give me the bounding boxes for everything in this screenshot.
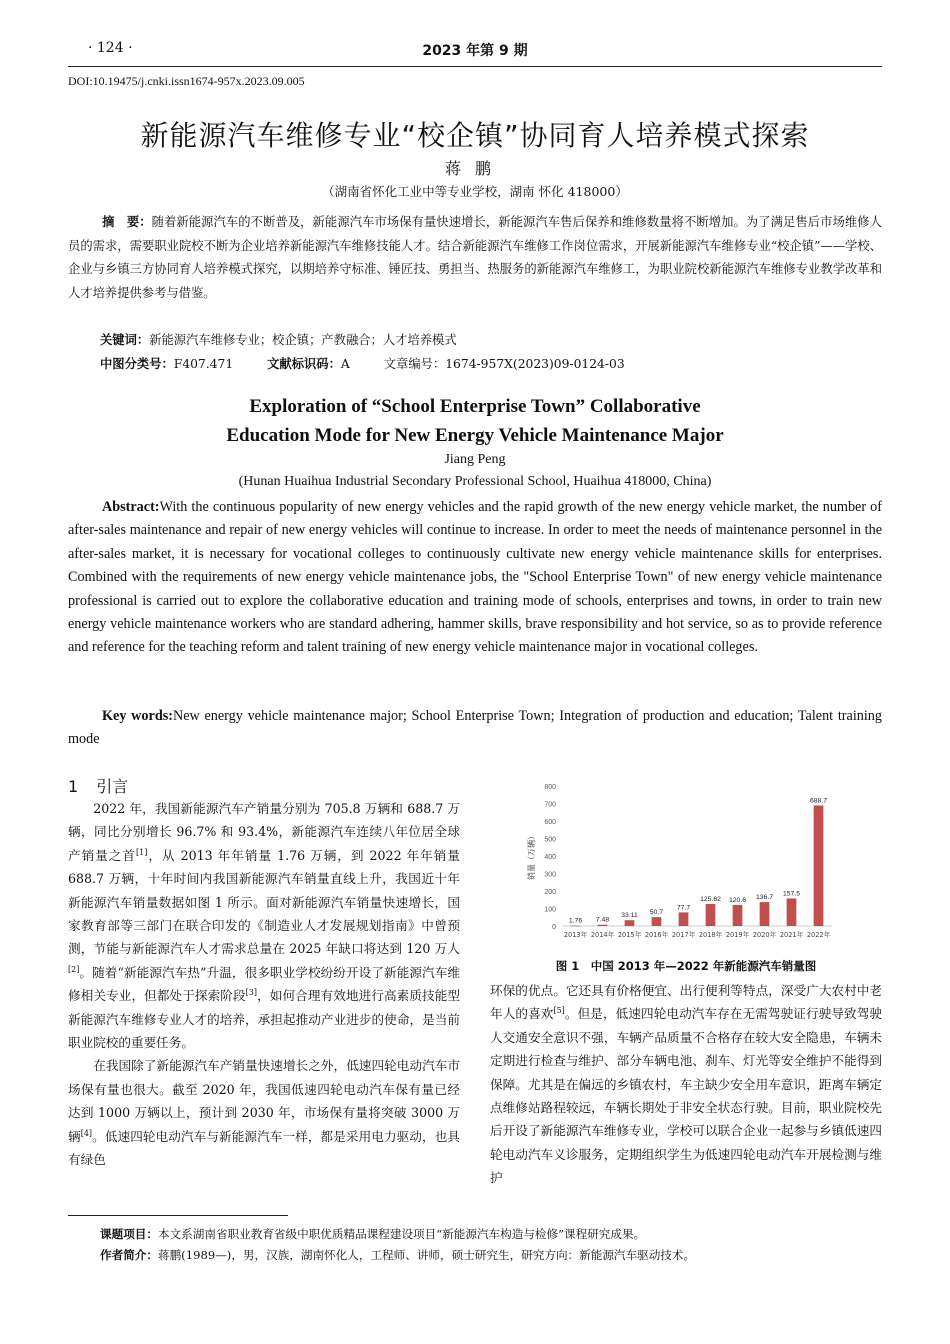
data-label: 50.7 (649, 909, 664, 917)
bar (598, 925, 608, 926)
citation: [5] (553, 1006, 565, 1016)
x-tick-label: 2014年 (590, 931, 615, 939)
article-label: 文章编号： (383, 357, 446, 371)
clc-label: 中图分类号： (100, 357, 174, 371)
en-affiliation: (Hunan Huaihua Industrial Secondary Professional School, Huaihua 418000, China) (238, 474, 712, 489)
data-label: 157.5 (782, 890, 801, 898)
project-label: 课题项目： (100, 1227, 158, 1241)
text-run: 环保的优点。它还具有价格便宜、出行便利等特点，深受广大农村中老年人的喜欢 (490, 983, 882, 1022)
bar (652, 917, 662, 926)
citation: [3] (245, 988, 257, 998)
author-info-text: 蒋鹏(1989—)，男，汉族，湖南怀化人，工程师、讲师，硕士研究生，研究方向：新能源汽车驱动技术。 (157, 1248, 696, 1262)
author: 蒋鹏 (444, 159, 505, 178)
data-label: 7.48 (595, 916, 610, 924)
text-run: 。低速四轮电动汽车与新能源汽车一样，都是采用电力驱动，也具有绿色 (68, 1128, 461, 1168)
y-tick-label: 400 (544, 854, 556, 861)
x-tick-label: 2015年 (617, 931, 642, 939)
citation: [4] (80, 1128, 93, 1138)
footnote-rule (68, 1215, 288, 1216)
right-column (490, 979, 882, 1190)
paragraph (68, 1054, 460, 1171)
y-tick-label: 300 (544, 871, 556, 879)
text-run: 在我国除了新能源汽车产销量快速增长之外，低速四轮电动汽车市场保有量也很大。截至 2020 年，我国低速四轮电动汽车保有量已经达到 1000 万辆以上，预计到 2030 年，市场保有量将突破 3000 万辆 (68, 1058, 460, 1144)
cn-abstract (68, 211, 882, 305)
bar (733, 905, 743, 926)
citation: [1] (136, 847, 148, 857)
paper-title: 新能源汽车维修专业“校企镇”协同育人培养模式探索 (140, 119, 810, 152)
footnote-project (100, 1226, 882, 1242)
clc-value: F407.471 (173, 357, 234, 371)
data-label: 33.11 (621, 912, 638, 920)
left-column (68, 797, 460, 1172)
cn-keywords-label: 关键词： (100, 333, 150, 347)
cn-keywords-text: 新能源汽车维修专业；校企镇；产教融合；人才培养模式 (149, 333, 457, 347)
en-abstract (68, 496, 882, 660)
data-label: 77.7 (676, 904, 691, 912)
x-tick-label: 2013年 (563, 931, 588, 939)
y-tick-label: 800 (544, 784, 556, 791)
doc-label: 文献标识码： (267, 357, 341, 371)
en-keywords-label: Key words: (102, 708, 173, 724)
y-tick-label: 600 (544, 819, 556, 826)
author-info-label: 作者简介： (100, 1248, 158, 1262)
y-tick-label: 700 (544, 801, 556, 809)
y-tick-label: 500 (544, 836, 556, 844)
data-label: 136.7 (755, 894, 774, 902)
en-author: Jiang Peng (444, 452, 506, 467)
doi: DOI:10.19475/j.cnki.issn1674-957x.2023.09.005 (68, 74, 305, 88)
x-tick-label: 2021年 (779, 931, 804, 939)
text-run: ，从 2013 年年销量 1.76 万辆，到 2022 年年销量 688.7 万辆，十年时间内我国新能源汽车销量直线上升，我国近十年新能源汽车销量数据如图 1 所示。面对新能源汽车销量快速增长，国家教育部等三部门在联合印发的《制造业人才发展规划指南》中曾预测，节能与新能源汽车人才需求总量在 2025 年缺口将达到 120 万人 (68, 847, 460, 957)
header-rule (68, 66, 882, 67)
x-tick-label: 2016年 (644, 931, 669, 939)
cn-abstract-label: 摘 要： (102, 215, 152, 229)
bar (679, 912, 689, 926)
x-tick-label: 2019年 (725, 931, 750, 939)
project-text: 本文系湖南省职业教育省级中职优质精品课程建设项目“新能源汽车构造与检修”课程研究成果。 (157, 1227, 646, 1241)
cn-abstract-text: 随着新能源汽车的不断普及，新能源汽车市场保有量快速增长，新能源汽车售后保养和维修数量将不断增加。为了满足售后市场维修人员的需求，需要职业院校不断为企业培养新能源汽车维修技能人才。结合新能源汽车维修工作岗位需求，开展新能源汽车维修专业“校企镇”——学校、企业与乡镇三方协同育人培养模式探究，以期培养守标准、锤匠技、勇担当、热服务的新能源汽车维修工，为职业院校新能源汽车维修专业教学改革和人才培养提供参考与借鉴。 (68, 215, 882, 300)
en-keywords-text: New energy vehicle maintenance major; School Enterprise Town; Integration of production and education; Talent training mode (68, 708, 882, 748)
cn-keywords (100, 330, 882, 348)
section-title: 引言 (96, 777, 129, 796)
x-tick-label: 2020年 (752, 931, 777, 939)
data-label: 1.76 (568, 917, 583, 925)
paragraph (68, 797, 460, 1054)
sales-bar-chart (520, 778, 840, 950)
bar (760, 902, 770, 926)
doc-value: A (340, 357, 350, 371)
paragraph (490, 979, 882, 1190)
journal-issue: 2023 年第 9 期 (422, 43, 528, 59)
citation: [2] (68, 964, 80, 974)
en-title-line1: Exploration of “School Enterprise Town” Collaborative (249, 396, 701, 417)
page-number: · 124 · (88, 40, 133, 56)
en-keywords (68, 705, 882, 752)
y-tick-label: 200 (544, 889, 556, 896)
data-label: 125.62 (700, 896, 721, 904)
section-heading (68, 774, 128, 797)
text-run: 。但是，低速四轮电动汽车存在无需驾驶证行驶导致驾驶人交通安全意识不强，车辆产品质量不合格存在较大安全隐患，车辆未定期进行检查与维护、部分车辆电池、刹车、灯光等安全维护不能得到保障。尤其是在偏远的乡镇农村，车主缺少安全用车意识，距离车辆定点维修站路程较远，车辆长期处于非安全状态行驶。目前，职业院校先后开设了新能源汽车维修专业，学校可以联合企业一起参与乡镇低速四轮电动汽车义诊服务，定期组织学生为低速四轮电动汽车开展检测与维护 (490, 1006, 883, 1186)
footnote-author (100, 1247, 882, 1263)
x-tick-label: 2022年 (806, 931, 831, 939)
article-value: 1674-957X(2023)09-0124-03 (445, 357, 625, 371)
section-number: 1 (68, 777, 79, 796)
y-tick-label: 100 (544, 906, 556, 914)
bar (787, 898, 797, 926)
bar (625, 920, 635, 926)
affiliation: （湖南省怀化工业中等专业学校，湖南 怀化 418000） (322, 184, 628, 199)
y-axis-label: 销量（万辆） (527, 832, 536, 880)
cn-classification (100, 354, 882, 372)
en-title (0, 392, 950, 450)
data-label: 688.7 (809, 797, 828, 805)
bar (814, 805, 824, 926)
text-run: 2022 年，我国新能源汽车产销量分别为 705.8 万辆和 688.7 万辆，同比分别增长 96.7% 和 93.4%，新能源汽车连续八年位居全球产销量之首 (68, 801, 460, 863)
bar (571, 926, 581, 927)
figure-caption: 图 1 中国 2013 年—2022 年新能源汽车销量图 (555, 959, 817, 973)
en-abstract-label: Abstract: (102, 499, 160, 515)
en-abstract-text: With the continuous popularity of new energy vehicles and the rapid growth of the new energy vehicle market, the number of after-sales maintenance and repair of new energy vehicles will continue to increase. In order to meet the needs of maintenance personnel in the after-sales market, it is necessary for vocational colleges to continuously cultivate new energy vehicle maintenance skills for enterprises. Combined with the requirements of new energy vehicle maintenance jobs, the "School Enterprise Town" of new energy vehicle maintenance professional is carried out to explore the collaborative education and training mode of schools, enterprises and towns, in order to train new energy vehicle maintenance workers who are standard adhering, hammer skills, brave responsibility and hot service, so as to provide reference and reference for the teaching reform and talent training of new energy vehicle maintenance major in vocational colleges. (68, 499, 882, 656)
data-label: 120.6 (728, 896, 747, 904)
y-tick-label: 0 (552, 924, 556, 931)
bar (706, 904, 716, 926)
x-tick-label: 2018年 (698, 931, 723, 939)
x-tick-label: 2017年 (671, 931, 696, 939)
text-run: 。随着“新能源汽车热”升温，很多职业学校纷纷开设了新能源汽车维修相关专业，但都处于探索阶段 (68, 964, 460, 1004)
en-title-line2: Education Mode for New Energy Vehicle Maintenance Major (226, 425, 724, 446)
text-run: ，如何合理有效地进行高素质技能型新能源汽车维修专业人才的培养，承担起推动产业进步的使命，是当前职业院校的重要任务。 (68, 988, 461, 1051)
